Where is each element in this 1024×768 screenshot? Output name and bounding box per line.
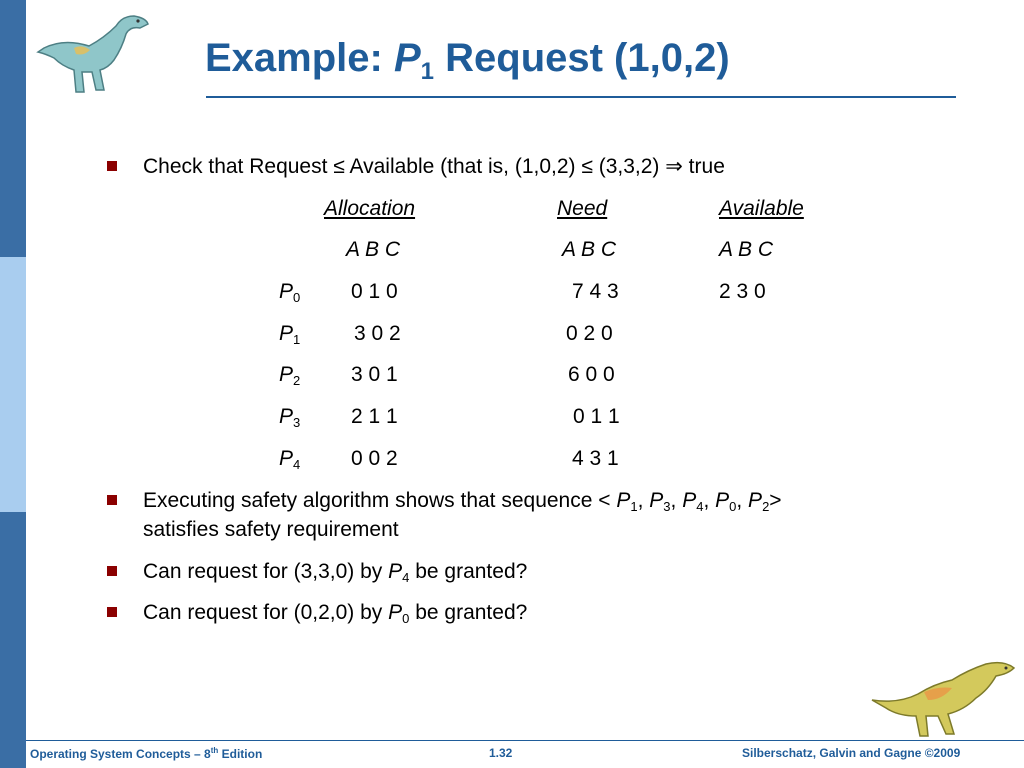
header-available: Available bbox=[719, 197, 804, 220]
header-need: Need bbox=[557, 197, 608, 220]
bullet-marker bbox=[107, 495, 117, 505]
table-row-need: 0 1 1 bbox=[573, 405, 620, 428]
bullet-request-p4: Can request for (3,3,0) by $P_4$ be granted? bbox=[143, 560, 528, 585]
table-row-allocation: 0 0 2 bbox=[351, 447, 398, 470]
bullet-marker bbox=[107, 161, 117, 171]
table-row-need: 7 4 3 bbox=[572, 280, 619, 303]
bullet-request-p0: Can request for (0,2,0) by $P_0$ be granted? bbox=[143, 601, 528, 626]
slide-title bbox=[205, 38, 730, 84]
footer-book-title: Operating System Concepts – 8th Edition bbox=[30, 746, 263, 761]
title-divider bbox=[206, 96, 956, 98]
bullet-marker bbox=[107, 566, 117, 576]
bullet-safety-sequence: Executing safety algorithm shows that sequence < $P_1$, $P_3$, $P_4$, $P_0$, $P_2>$ bbox=[143, 489, 782, 514]
table-row-process: $P_2$ bbox=[279, 363, 301, 388]
bullet-check-request: Check that Request ≤ Available (that is, (1,0,2) ≤ (3,3,2) ⇒ true bbox=[143, 155, 725, 178]
title-process-sub: 1 bbox=[420, 58, 435, 85]
sidebar-stripe-top bbox=[0, 0, 26, 257]
title-prefix: Example: bbox=[205, 36, 394, 80]
dinosaur-icon bbox=[868, 660, 1018, 740]
table-row-need: 6 0 0 bbox=[568, 363, 615, 386]
table-row-allocation: 3 0 1 bbox=[351, 363, 398, 386]
table-row-process: $P_0$ bbox=[279, 280, 301, 305]
bullet-safety-sequence-cont: satisfies safety requirement bbox=[143, 518, 399, 541]
sidebar-stripe-bottom bbox=[0, 512, 26, 768]
title-suffix: Request (1,0,2) bbox=[434, 36, 730, 80]
table-row-need: 0 2 0 bbox=[566, 322, 613, 345]
table-row-allocation: 0 1 0 bbox=[351, 280, 398, 303]
subheader-need: A B C bbox=[562, 238, 617, 261]
table-row-allocation: 3 0 2 bbox=[354, 322, 401, 345]
title-process: P bbox=[393, 36, 421, 80]
header-allocation: Allocation bbox=[324, 197, 416, 220]
footer-page-number: 1.32 bbox=[489, 746, 513, 760]
table-row-need: 4 3 1 bbox=[572, 447, 619, 470]
dinosaur-icon bbox=[34, 8, 162, 98]
table-row-allocation: 2 1 1 bbox=[351, 405, 398, 428]
sidebar-stripe-middle bbox=[0, 257, 26, 512]
footer-divider bbox=[26, 740, 1024, 741]
footer-copyright: Silberschatz, Galvin and Gagne ©2009 bbox=[742, 746, 961, 760]
table-row-process: $P_3$ bbox=[279, 405, 301, 430]
table-row-available: 2 3 0 bbox=[719, 280, 766, 303]
subheader-allocation: A B C bbox=[346, 238, 401, 261]
bullet-marker bbox=[107, 607, 117, 617]
table-row-process: $P_1$ bbox=[279, 322, 301, 347]
table-row-process: $P_4$ bbox=[279, 447, 301, 472]
subheader-available: A B C bbox=[719, 238, 774, 261]
